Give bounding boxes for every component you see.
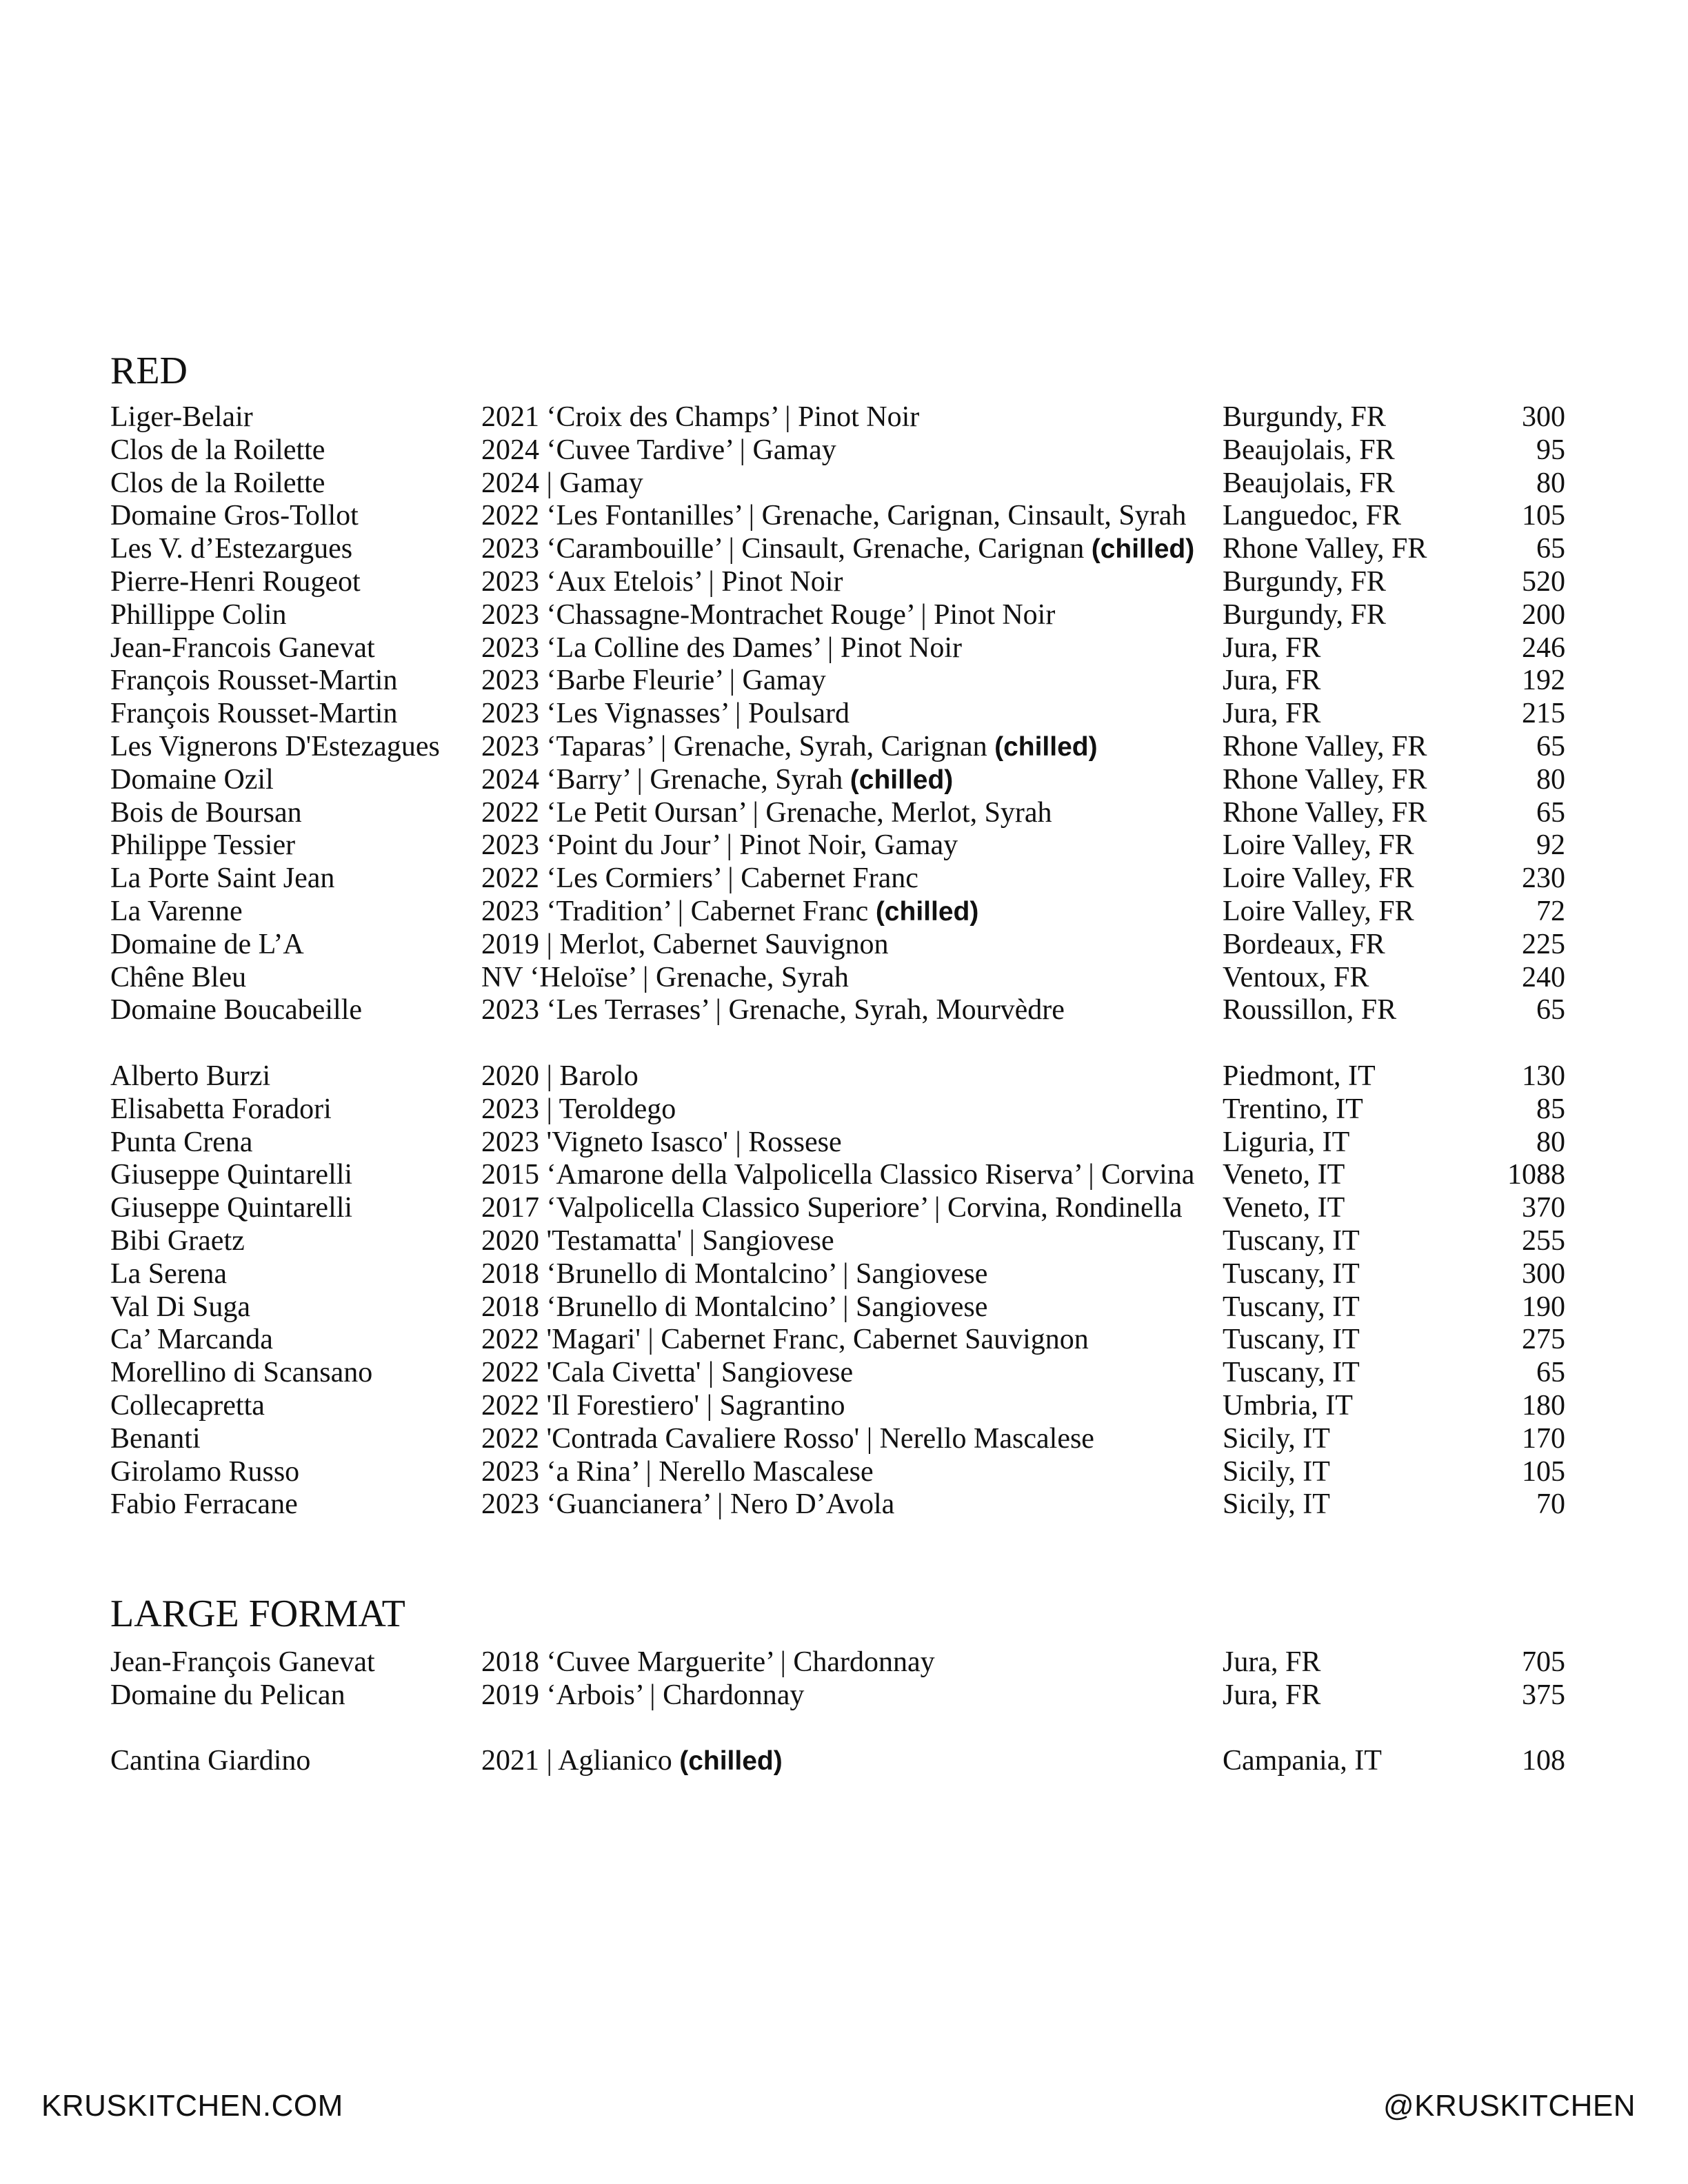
wine-region: Tuscany, IT: [1223, 1257, 1360, 1290]
wine-row: [110, 1225, 1565, 1258]
wine-row: [110, 401, 1565, 434]
wine-description: [481, 994, 1065, 1027]
wine-price: 72: [1536, 895, 1565, 927]
wine-description: [481, 1357, 853, 1390]
wine-name-varietal: 2023 ‘Tradition’ | Cabernet Franc: [481, 895, 869, 927]
wine-row: [110, 1324, 1565, 1357]
wine-name-varietal: 2023 'Vigneto Isasco' | Rossese: [481, 1126, 842, 1158]
wine-name-varietal: 2022 ‘Les Cormiers’ | Cabernet Franc: [481, 862, 918, 895]
wine-name-varietal: 2021 ‘Croix des Champs’ | Pinot Noir: [481, 401, 920, 433]
large-format-group-a: [110, 1646, 1565, 1712]
wine-description: [481, 1291, 987, 1324]
wine-name-varietal: 2017 ‘Valpolicella Classico Superiore’ | Corvina, Rondinella: [481, 1192, 1183, 1224]
wine-name-varietal: 2019 | Merlot, Cabernet Sauvignon: [481, 928, 889, 960]
wine-producer: Elisabetta Foradori: [110, 1093, 332, 1125]
wine-price: 105: [1522, 1455, 1565, 1488]
wine-region: Roussillon, FR: [1223, 994, 1397, 1027]
wine-producer: François Rousset-Martin: [110, 698, 398, 730]
wine-price: 300: [1522, 401, 1565, 433]
serving-note: (chilled): [679, 1746, 783, 1777]
wine-region: Jura, FR: [1223, 1679, 1321, 1711]
wine-row: [110, 764, 1565, 797]
wine-description: [481, 1488, 894, 1521]
wine-row: [110, 500, 1565, 533]
wine-producer: Chêne Bleu: [110, 961, 247, 993]
large-format-list: [110, 1646, 1565, 1778]
group-spacer: [110, 1712, 1565, 1746]
wine-price: 65: [1536, 994, 1565, 1027]
social-handle[interactable]: @KRUSKITCHEN: [1383, 2089, 1636, 2123]
wine-producer: Domaine Boucabeille: [110, 994, 363, 1027]
wine-name-varietal: 2015 ‘Amarone della Valpolicella Classico Riserva’ | Corvina: [481, 1159, 1195, 1191]
wine-description: [481, 764, 953, 797]
wine-region: Beaujolais, FR: [1223, 434, 1395, 466]
wine-description: [481, 896, 978, 929]
wine-description: [481, 1456, 874, 1489]
wine-row: [110, 962, 1565, 995]
wine-description: [481, 500, 1186, 533]
wine-producer: Jean-François Ganevat: [110, 1646, 375, 1678]
red-france-group: [110, 401, 1565, 1027]
wine-region: Bordeaux, FR: [1223, 928, 1385, 960]
red-wine-list: [110, 401, 1565, 1521]
wine-region: Tuscany, IT: [1223, 1291, 1360, 1323]
wine-description: [481, 1126, 842, 1160]
wine-region: Rhone Valley, FR: [1223, 763, 1427, 796]
wine-producer: Ca’ Marcanda: [110, 1324, 273, 1356]
wine-row: [110, 665, 1565, 698]
wine-row: [110, 1060, 1565, 1093]
wine-description: [481, 829, 958, 862]
wine-description: [481, 862, 918, 896]
wine-price: 95: [1536, 434, 1565, 466]
wine-region: Jura, FR: [1223, 698, 1321, 730]
wine-row: [110, 1258, 1565, 1291]
wine-name-varietal: 2023 ‘Aux Etelois’ | Pinot Noir: [481, 565, 843, 598]
wine-region: Tuscany, IT: [1223, 1324, 1360, 1356]
wine-row: [110, 632, 1565, 665]
wine-name-varietal: 2019 ‘Arbois’ | Chardonnay: [481, 1679, 805, 1711]
wine-region: Sicily, IT: [1223, 1422, 1330, 1455]
wine-price: 190: [1522, 1291, 1565, 1323]
wine-description: [481, 1423, 1094, 1456]
wine-row: [110, 566, 1565, 599]
wine-producer: Domaine du Pelican: [110, 1679, 345, 1711]
wine-price: 246: [1522, 631, 1565, 664]
wine-row: [110, 1357, 1565, 1390]
wine-price: 375: [1522, 1679, 1565, 1711]
wine-price: 230: [1522, 862, 1565, 895]
wine-producer: La Varenne: [110, 895, 243, 927]
wine-region: Burgundy, FR: [1223, 565, 1386, 598]
wine-name-varietal: NV ‘Heloïse’ | Grenache, Syrah: [481, 961, 849, 993]
wine-producer: Clos de la Roilette: [110, 467, 325, 499]
wine-row: [110, 994, 1565, 1027]
wine-description: [481, 467, 643, 501]
wine-producer: Punta Crena: [110, 1126, 253, 1158]
wine-price: 1088: [1507, 1159, 1565, 1191]
wine-producer: Philippe Tessier: [110, 829, 296, 862]
wine-row: [110, 599, 1565, 632]
wine-region: Campania, IT: [1223, 1745, 1382, 1777]
wine-region: Umbria, IT: [1223, 1389, 1353, 1422]
wine-price: 105: [1522, 500, 1565, 532]
wine-row: [110, 1093, 1565, 1126]
wine-name-varietal: 2020 'Testamatta' | Sangiovese: [481, 1224, 834, 1257]
wine-region: Liguria, IT: [1223, 1126, 1350, 1158]
wine-region: Jura, FR: [1223, 1646, 1321, 1678]
wine-region: Languedoc, FR: [1223, 500, 1401, 532]
serving-note: (chilled): [850, 765, 954, 795]
wine-region: Sicily, IT: [1223, 1455, 1330, 1488]
wine-name-varietal: 2018 ‘Cuvee Marguerite’ | Chardonnay: [481, 1646, 935, 1678]
wine-region: Ventoux, FR: [1223, 961, 1369, 993]
wine-description: [481, 566, 843, 599]
wine-price: 705: [1522, 1646, 1565, 1678]
wine-row: [110, 1646, 1565, 1679]
wine-price: 520: [1522, 565, 1565, 598]
wine-producer: La Porte Saint Jean: [110, 862, 335, 895]
wine-description: [481, 599, 1055, 632]
wine-region: Jura, FR: [1223, 665, 1321, 697]
wine-region: Veneto, IT: [1223, 1159, 1345, 1191]
wine-producer: Collecapretta: [110, 1389, 265, 1422]
wine-name-varietal: 2023 ‘Chassagne-Montrachet Rouge’ | Pinot Noir: [481, 598, 1056, 631]
wine-producer: Bois de Boursan: [110, 796, 302, 829]
wine-name-varietal: 2023 ‘Guancianera’ | Nero D’Avola: [481, 1488, 895, 1521]
wine-price: 108: [1522, 1745, 1565, 1777]
wine-row: [110, 829, 1565, 862]
wine-price: 225: [1522, 928, 1565, 960]
wine-price: 85: [1536, 1093, 1565, 1125]
wine-price: 80: [1536, 763, 1565, 796]
wine-description: [481, 1192, 1183, 1225]
wine-name-varietal: 2018 ‘Brunello di Montalcino’ | Sangiovese: [481, 1291, 988, 1323]
wine-row: [110, 1488, 1565, 1521]
wine-producer: Domaine de L’A: [110, 928, 304, 960]
wine-row: [110, 1390, 1565, 1423]
wine-name-varietal: 2023 ‘Point du Jour’ | Pinot Noir, Gamay: [481, 829, 958, 862]
wine-producer: Bibi Graetz: [110, 1224, 245, 1257]
wine-price: 240: [1522, 961, 1565, 993]
wine-producer: Benanti: [110, 1422, 201, 1455]
wine-price: 80: [1536, 467, 1565, 499]
wine-row: [110, 1679, 1565, 1712]
wine-name-varietal: 2023 ‘La Colline des Dames’ | Pinot Noir: [481, 631, 963, 664]
wine-region: Loire Valley, FR: [1223, 829, 1414, 862]
wine-description: [481, 1258, 987, 1291]
wine-description: [481, 797, 1052, 830]
wine-name-varietal: 2023 ‘Barbe Fleurie’ | Gamay: [481, 665, 826, 697]
wine-producer: Fabio Ferracane: [110, 1488, 298, 1521]
wine-price: 215: [1522, 698, 1565, 730]
wine-description: [481, 1159, 1194, 1192]
wine-description: [481, 1646, 935, 1679]
wine-region: Beaujolais, FR: [1223, 467, 1395, 499]
wine-producer: Giuseppe Quintarelli: [110, 1159, 353, 1191]
wine-price: 192: [1522, 665, 1565, 697]
wine-name-varietal: 2022 'Il Forestiero' | Sagrantino: [481, 1389, 845, 1422]
wine-name-varietal: 2022 'Cala Civetta' | Sangiovese: [481, 1357, 854, 1389]
wine-row: [110, 797, 1565, 830]
wine-name-varietal: 2024 | Gamay: [481, 467, 643, 499]
wine-producer: Alberto Burzi: [110, 1060, 271, 1092]
wine-price: 275: [1522, 1324, 1565, 1356]
wine-name-varietal: 2018 ‘Brunello di Montalcino’ | Sangiovese: [481, 1257, 988, 1290]
wine-region: Loire Valley, FR: [1223, 895, 1414, 927]
wine-region: Tuscany, IT: [1223, 1224, 1360, 1257]
wine-region: Rhone Valley, FR: [1223, 796, 1427, 829]
wine-row: [110, 929, 1565, 962]
wine-producer: La Serena: [110, 1257, 228, 1290]
serving-note: (chilled): [994, 731, 1098, 762]
wine-name-varietal: 2023 | Teroldego: [481, 1093, 676, 1125]
wine-description: [481, 1745, 783, 1778]
wine-description: [481, 533, 1194, 566]
wine-row: [110, 434, 1565, 467]
wine-price: 170: [1522, 1422, 1565, 1455]
wine-row: [110, 1291, 1565, 1324]
wine-row: [110, 1456, 1565, 1489]
wine-producer: Val Di Suga: [110, 1291, 250, 1323]
wine-name-varietal: 2023 ‘Les Terrases’ | Grenache, Syrah, Mourvèdre: [481, 994, 1065, 1027]
wine-producer: Liger-Belair: [110, 401, 253, 433]
wine-row: [110, 533, 1565, 566]
wine-description: [481, 1324, 1089, 1357]
wine-name-varietal: 2021 | Aglianico: [481, 1745, 672, 1777]
wine-region: Tuscany, IT: [1223, 1357, 1360, 1389]
wine-name-varietal: 2023 ‘Les Vignasses’ | Poulsard: [481, 698, 850, 730]
wine-price: 65: [1536, 533, 1565, 565]
wine-description: [481, 665, 826, 698]
wine-region: Rhone Valley, FR: [1223, 533, 1427, 565]
wine-row: [110, 1192, 1565, 1225]
wine-row: [110, 698, 1565, 731]
wine-description: [481, 632, 962, 665]
large-format-group-b: [110, 1745, 1565, 1778]
wine-price: 200: [1522, 598, 1565, 631]
wine-producer: Les Vignerons D'Estezagues: [110, 730, 440, 762]
wine-price: 370: [1522, 1192, 1565, 1224]
wine-producer: Pierre-Henri Rougeot: [110, 565, 361, 598]
wine-producer: François Rousset-Martin: [110, 665, 398, 697]
wine-price: 65: [1536, 796, 1565, 829]
wine-row: [110, 1159, 1565, 1192]
group-spacer: [110, 1027, 1565, 1060]
wine-price: 92: [1536, 829, 1565, 862]
wine-description: [481, 1060, 639, 1093]
wine-row: [110, 1745, 1565, 1778]
wine-producer: Domaine Gros-Tollot: [110, 500, 359, 532]
wine-price: 130: [1522, 1060, 1565, 1092]
wine-name-varietal: 2020 | Barolo: [481, 1060, 639, 1092]
wine-region: Jura, FR: [1223, 631, 1321, 664]
serving-note: (chilled): [875, 896, 979, 927]
wine-name-varietal: 2022 ‘Les Fontanilles’ | Grenache, Carignan, Cinsault, Syrah: [481, 500, 1187, 532]
wine-row: [110, 467, 1565, 501]
wine-description: [481, 962, 849, 995]
wine-producer: Clos de la Roilette: [110, 434, 325, 466]
wine-region: Piedmont, IT: [1223, 1060, 1376, 1092]
wine-region: Burgundy, FR: [1223, 401, 1386, 433]
wine-name-varietal: 2023 ‘a Rina’ | Nerello Mascalese: [481, 1455, 874, 1488]
wine-producer: Phillippe Colin: [110, 598, 287, 631]
wine-region: Veneto, IT: [1223, 1192, 1345, 1224]
wine-row: [110, 731, 1565, 764]
wine-row: [110, 1126, 1565, 1160]
serving-note: (chilled): [1091, 534, 1195, 565]
wine-name-varietal: 2022 'Magari' | Cabernet Franc, Cabernet Sauvignon: [481, 1324, 1089, 1356]
wine-region: Loire Valley, FR: [1223, 862, 1414, 895]
wine-price: 65: [1536, 730, 1565, 762]
wine-description: [481, 1679, 804, 1712]
wine-region: Trentino, IT: [1223, 1093, 1363, 1125]
section-title-large-format: LARGE FORMAT: [110, 1593, 405, 1635]
wine-name-varietal: 2023 ‘Taparas’ | Grenache, Syrah, Carignan: [481, 730, 987, 762]
wine-region: Burgundy, FR: [1223, 598, 1386, 631]
wine-description: [481, 434, 836, 467]
wine-description: [481, 1225, 834, 1258]
section-title-red: RED: [110, 350, 188, 392]
wine-description: [481, 929, 888, 962]
wine-producer: Giuseppe Quintarelli: [110, 1192, 353, 1224]
wine-description: [481, 698, 850, 731]
wine-description: [481, 1390, 845, 1423]
wine-region: Sicily, IT: [1223, 1488, 1330, 1521]
wine-name-varietal: 2024 ‘Barry’ | Grenache, Syrah: [481, 763, 843, 796]
wine-price: 80: [1536, 1126, 1565, 1158]
wine-producer: Domaine Ozil: [110, 763, 274, 796]
wine-row: [110, 896, 1565, 929]
wine-description: [481, 731, 1098, 764]
website-link[interactable]: KRUSKITCHEN.COM: [41, 2089, 343, 2123]
red-italy-group: [110, 1060, 1565, 1521]
wine-price: 65: [1536, 1357, 1565, 1389]
wine-row: [110, 1423, 1565, 1456]
wine-row: [110, 862, 1565, 896]
wine-description: [481, 1093, 676, 1126]
wine-producer: Cantina Giardino: [110, 1745, 311, 1777]
wine-name-varietal: 2022 ‘Le Petit Oursan’ | Grenache, Merlot, Syrah: [481, 796, 1052, 829]
wine-name-varietal: 2022 'Contrada Cavaliere Rosso' | Nerello Mascalese: [481, 1422, 1094, 1455]
wine-region: Rhone Valley, FR: [1223, 730, 1427, 762]
wine-name-varietal: 2024 ‘Cuvee Tardive’ | Gamay: [481, 434, 836, 466]
wine-name-varietal: 2023 ‘Carambouille’ | Cinsault, Grenache, Carignan: [481, 533, 1085, 565]
wine-price: 300: [1522, 1257, 1565, 1290]
wine-producer: Morellino di Scansano: [110, 1357, 373, 1389]
wine-producer: Girolamo Russo: [110, 1455, 300, 1488]
wine-price: 180: [1522, 1389, 1565, 1422]
wine-price: 255: [1522, 1224, 1565, 1257]
wine-producer: Les V. d’Estezargues: [110, 533, 353, 565]
wine-producer: Jean-Francois Ganevat: [110, 631, 375, 664]
wine-description: [481, 401, 919, 434]
wine-price: 70: [1536, 1488, 1565, 1521]
